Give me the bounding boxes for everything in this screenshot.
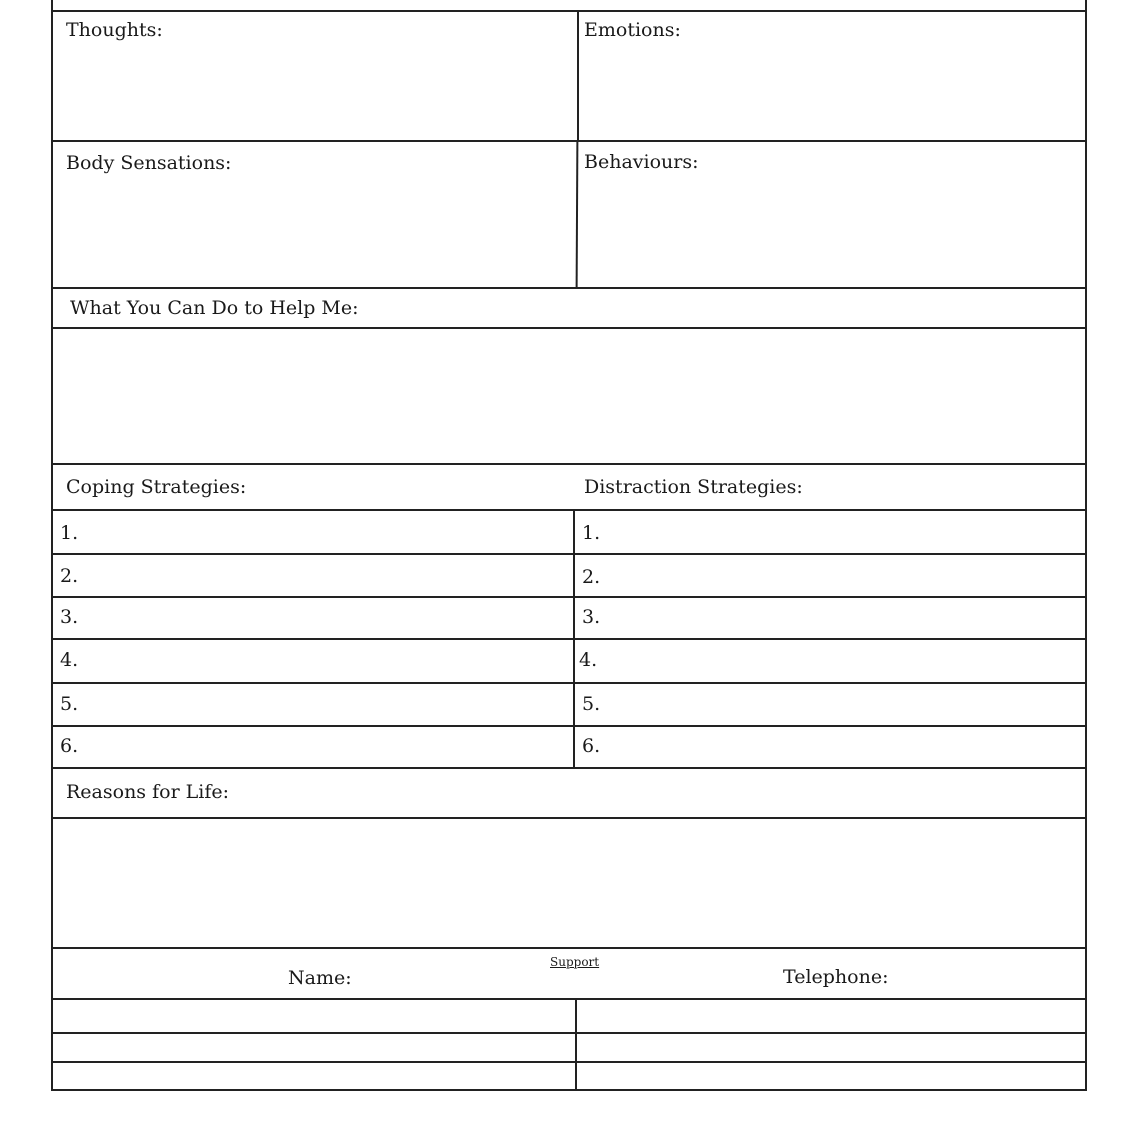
distraction-item-4[interactable]: 4. <box>579 649 598 671</box>
coping-item-1[interactable]: 1. <box>60 522 79 544</box>
rule-item4-bottom <box>51 682 1087 684</box>
support-name-1[interactable] <box>53 1000 574 1031</box>
rule-top <box>51 10 1087 12</box>
distraction-item-5[interactable]: 5. <box>582 693 601 715</box>
name-column-header: Name: <box>288 967 352 989</box>
rule-item1-bottom <box>51 553 1087 555</box>
support-name-3[interactable] <box>53 1063 574 1088</box>
rule-thoughts-bottom <box>51 140 1087 142</box>
distraction-item-3[interactable]: 3. <box>582 606 601 628</box>
help-label: What You Can Do to Help Me: <box>70 297 359 319</box>
behaviours-field[interactable] <box>578 180 1084 286</box>
distraction-strategies-label: Distraction Strategies: <box>584 476 803 498</box>
reasons-for-life-label: Reasons for Life: <box>66 781 230 803</box>
rule-bottom <box>51 1089 1087 1091</box>
help-field[interactable] <box>53 329 1085 462</box>
form-border-right <box>1085 0 1087 1091</box>
support-telephone-1[interactable] <box>577 1000 1084 1031</box>
coping-item-4[interactable]: 4. <box>60 649 79 671</box>
rule-body-bottom <box>51 287 1087 289</box>
distraction-item-6[interactable]: 6. <box>582 735 601 757</box>
coping-item-6[interactable]: 6. <box>60 735 79 757</box>
coping-item-3[interactable]: 3. <box>60 606 79 628</box>
rule-item2-bottom <box>51 596 1087 598</box>
distraction-item-2[interactable]: 2. <box>582 566 601 588</box>
reasons-field[interactable] <box>53 819 1085 946</box>
distraction-item-1[interactable]: 1. <box>582 522 601 544</box>
support-telephone-3[interactable] <box>577 1063 1084 1088</box>
support-label: Support <box>550 955 600 969</box>
coping-item-2[interactable]: 2. <box>60 565 79 587</box>
coping-item-5[interactable]: 5. <box>60 693 79 715</box>
rule-strategies-header-bottom <box>51 509 1087 511</box>
thoughts-field[interactable] <box>53 46 576 139</box>
divider-strategies <box>573 509 575 768</box>
support-telephone-2[interactable] <box>577 1034 1084 1060</box>
rule-item6-bottom <box>51 767 1087 769</box>
rule-help-area-bottom <box>51 463 1087 465</box>
body-sensations-field[interactable] <box>53 180 575 286</box>
rule-item3-bottom <box>51 638 1087 640</box>
behaviours-label: Behaviours: <box>584 151 699 173</box>
rule-reasons-area-bottom <box>51 947 1087 949</box>
emotions-field[interactable] <box>579 46 1084 139</box>
rule-item5-bottom <box>51 725 1087 727</box>
body-sensations-label: Body Sensations: <box>66 152 232 174</box>
thoughts-label: Thoughts: <box>66 19 163 41</box>
emotions-label: Emotions: <box>584 19 681 41</box>
support-name-2[interactable] <box>53 1034 574 1060</box>
telephone-column-header: Telephone: <box>783 966 889 988</box>
coping-strategies-label: Coping Strategies: <box>66 476 247 498</box>
